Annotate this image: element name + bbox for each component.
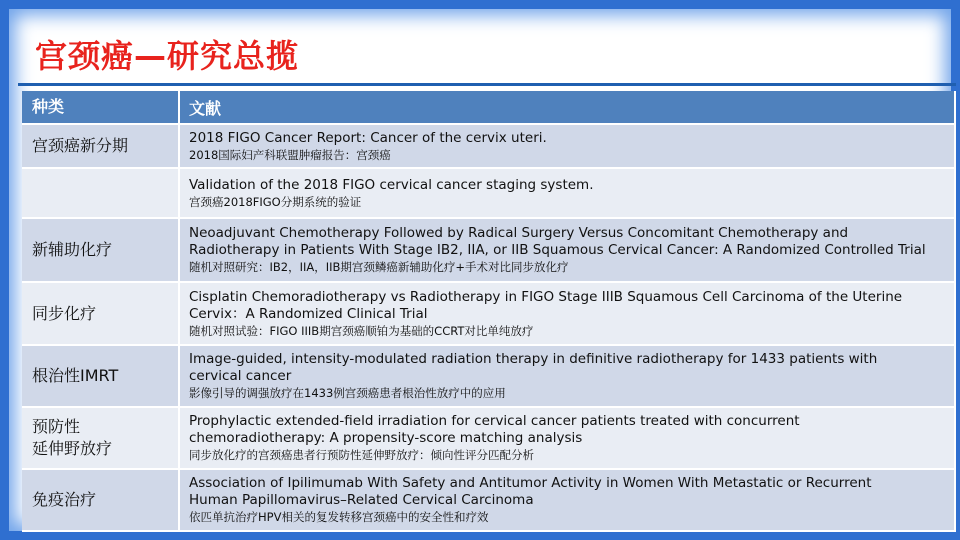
page-title: 宫颈癌—研究总揽 — [35, 37, 300, 75]
row-title-en: Human Papillomavirus–Related Cervical Carcinoma — [189, 492, 534, 508]
row-title-cn: 依匹单抗治疗HPV相关的复发转移宫颈癌中的安全性和疗效 — [189, 510, 489, 524]
header-category: 种类 — [22, 91, 179, 124]
row-title-en: chemoradiotherapy: A propensity-score matching analysis — [189, 430, 583, 446]
table-row — [22, 218, 955, 282]
row-title-cn: 宫颈癌2018FIGO分期系统的验证 — [189, 194, 362, 209]
row-title-cn: 随机对照试验：FIGO IIIB期宫颈癌顺铂为基础的CCRT对比单纯放疗 — [189, 323, 534, 338]
row-category: 根治性IMRT — [22, 345, 179, 407]
row-category: 同步化疗 — [22, 282, 179, 345]
table-header-row — [22, 91, 955, 124]
table-row — [22, 345, 955, 407]
row-category: 免疫治疗 — [22, 469, 179, 531]
row-title-en: Validation of the 2018 FIGO cervical cancer staging system. — [189, 176, 594, 193]
row-literature — [179, 218, 955, 282]
row-literature — [179, 168, 955, 218]
table-row — [22, 124, 955, 168]
table-row — [22, 168, 955, 218]
row-literature — [179, 345, 955, 407]
table-row — [22, 282, 955, 345]
row-category — [22, 407, 179, 469]
row-title-en: Association of Ipilimumab With Safety and Antitumor Activity in Women With Metastatic or Recurrent — [189, 475, 872, 491]
row-title-cn: 同步放化疗的宫颈癌患者行预防性延伸野放疗：倾向性评分匹配分析 — [189, 448, 534, 462]
row-title-en: Cisplatin Chemoradiotherapy vs Radiotherapy in FIGO Stage IIIB Squamous Cell Carcinoma of the Uterine — [189, 288, 903, 305]
row-title-cn: 2018国际妇产科联盟肿瘤报告：宫颈癌 — [189, 147, 391, 162]
row-category: 宫颈癌新分期 — [22, 124, 179, 168]
row-category-line: 预防性 — [32, 417, 81, 436]
row-title-en: Cervix：A Randomized Clinical Trial — [189, 305, 428, 322]
row-title-cn: 随机对照研究：IB2，IIA，IIB期宫颈鳞癌新辅助化疗+手术对比同步放化疗 — [189, 260, 569, 274]
row-title-en: Image-guided, intensity-modulated radiation therapy in definitive radiotherapy for 1433 patients with — [189, 351, 878, 367]
row-title-en: cervical cancer — [189, 368, 292, 384]
row-title-en: Prophylactic extended-field irradiation for cervical cancer patients treated with concurrent — [189, 413, 800, 429]
table-row — [22, 469, 955, 531]
row-title-cn: 影像引导的调强放疗在1433例宫颈癌患者根治性放疗中的应用 — [189, 386, 506, 400]
row-title-en: Radiotherapy in Patients With Stage IB2, IIA, or IIB Squamous Cervical Cancer: A Randomized Controlled Trial — [189, 242, 926, 258]
row-title-en: Neoadjuvant Chemotherapy Followed by Radical Surgery Versus Concomitant Chemotherapy and — [189, 225, 849, 241]
research-table — [22, 91, 956, 532]
row-category-line: 延伸野放疗 — [32, 439, 113, 458]
row-category — [22, 168, 179, 218]
title-divider — [18, 83, 956, 86]
row-literature — [179, 407, 955, 469]
row-literature — [179, 282, 955, 345]
row-literature — [179, 469, 955, 531]
table-row — [22, 407, 955, 469]
row-literature — [179, 124, 955, 168]
row-category: 新辅助化疗 — [22, 218, 179, 282]
row-title-en: 2018 FIGO Cancer Report: Cancer of the cervix uteri. — [189, 129, 547, 146]
header-literature: 文献 — [179, 91, 955, 124]
